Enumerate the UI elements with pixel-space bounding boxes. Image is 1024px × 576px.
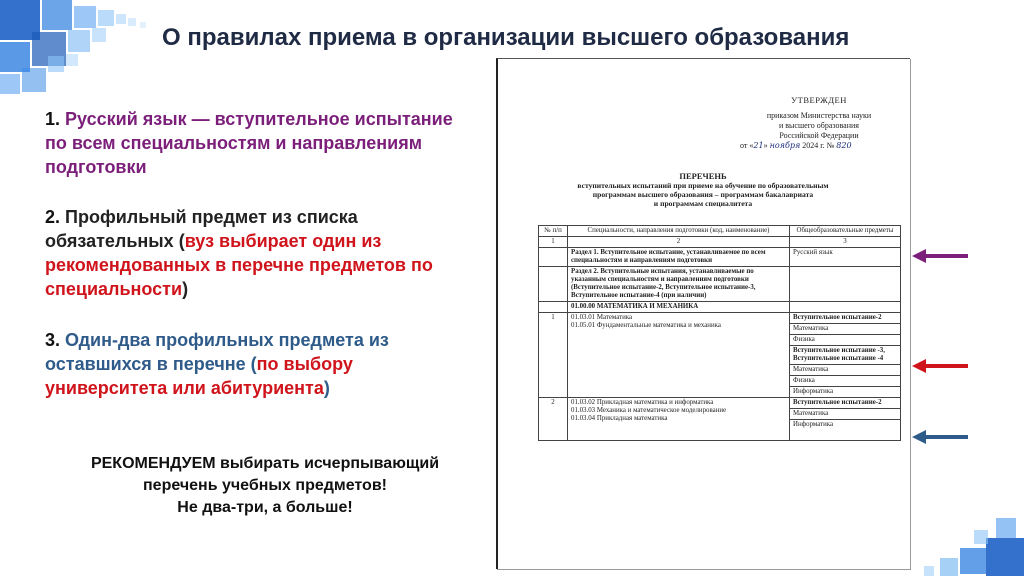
table-cell: Раздел 2. Вступительные испытания, устанавливаемые по указанным специальностям и направлениям подготовки (Вступительное испытание-2, Вступительное испытание-3, Вступительное испытание-4 (при наличии) xyxy=(568,267,790,302)
specialty-item: 01.03.02 Прикладная математика и информатика xyxy=(571,399,714,406)
subject-item: Вступительное испытание-2 xyxy=(790,398,900,409)
table-row xyxy=(539,398,901,441)
corner-pattern-top-left xyxy=(0,0,165,95)
table-column-numbers-row xyxy=(539,237,901,248)
point-number-separator: . xyxy=(55,330,66,350)
list-heading xyxy=(538,172,868,208)
subject-item: Вступительное испытание-2 xyxy=(790,313,900,324)
point-text: Профильный предмет из списка обязательных xyxy=(45,207,358,251)
arrow-left-icon-purple xyxy=(912,248,970,264)
specialty-item: 01.03.03 Механика и математическое моделирование xyxy=(571,407,727,414)
table-cell: 01.00.00 МАТЕМАТИКА И МЕХАНИКА xyxy=(568,302,790,313)
table-row xyxy=(539,313,901,398)
table-cell: Раздел 1. Вступительное испытание, устанавливаемое по всем специальностям и направлениям подготовки xyxy=(568,248,790,267)
paren-close: ) xyxy=(323,378,330,398)
table-cell xyxy=(568,398,790,441)
approval-line: и высшего образования xyxy=(779,121,859,130)
table-header-cell: Специальности, направления подготовки (код, наименование) xyxy=(568,226,790,237)
recommendation-line: Не два-три, а больше! xyxy=(177,499,353,516)
table-cell: 1 xyxy=(539,313,568,398)
table-row xyxy=(539,248,901,267)
point-number: 1 xyxy=(45,109,56,129)
recommendation-line: перечень учебных предметов! xyxy=(143,477,387,494)
recommendation-line: РЕКОМЕНДУЕМ выбирать исчерпывающий xyxy=(90,455,440,472)
specialty-item: 01.05.01 Фундаментальные математика и механика xyxy=(571,322,721,329)
list-description: программам высшего образования – программам бакалавриата xyxy=(592,190,814,199)
point-optional-subjects xyxy=(45,328,465,400)
table-cell xyxy=(539,302,568,313)
point-number: 2 xyxy=(45,207,56,227)
point-profile-subject xyxy=(45,205,465,301)
entrance-exams-table xyxy=(538,225,901,441)
subject-item: Математика xyxy=(790,409,900,420)
table-cell: 3 xyxy=(790,237,901,248)
corner-pattern-bottom-right xyxy=(914,514,1024,576)
list-title: ПЕРЕЧЕНЬ xyxy=(679,171,727,181)
specialty-item: 01.03.01 Математика xyxy=(571,314,633,321)
slide-title: О правилах приема в организации высшего образования xyxy=(162,24,850,51)
paren-open: ( xyxy=(173,231,185,251)
point-number-separator: . xyxy=(55,109,66,129)
table-header-cell: № п/п xyxy=(539,226,568,237)
subject-item: Физика xyxy=(790,376,900,387)
table-cell: 2 xyxy=(539,398,568,441)
approval-date: от «21» ноября 2024 г. № 820 xyxy=(740,141,852,150)
subject-item: Информатика xyxy=(793,388,834,395)
point-highlight: вуз выбирает один из рекомендованных в перечне предметов по специальности xyxy=(45,231,433,299)
table-spacer xyxy=(571,423,786,439)
point-text: Русский язык — вступительное испытание по всем специальностям и направлениям подготовки xyxy=(45,109,453,177)
paren-open: ( xyxy=(245,354,257,374)
subject-item: Математика xyxy=(790,365,900,376)
point-highlight: по выбору университета или абитуриента xyxy=(45,354,353,398)
list-description: и программам специалитета xyxy=(653,199,753,208)
table-cell: 2 xyxy=(568,237,790,248)
table-cell xyxy=(790,398,901,441)
table-cell: Русский язык xyxy=(790,248,901,267)
handwritten-month: ноября xyxy=(769,141,801,150)
table-row xyxy=(539,302,901,313)
table-cell xyxy=(790,267,901,302)
paren-close: ) xyxy=(182,279,189,299)
table-cell xyxy=(790,302,901,313)
arrow-left-icon-red xyxy=(912,358,970,374)
specialty-item: 01.03.04 Прикладная математика xyxy=(571,415,668,422)
table-cell xyxy=(539,267,568,302)
table-cell xyxy=(539,248,568,267)
handwritten-order-number: 820 xyxy=(836,141,852,150)
recommendation-note xyxy=(55,453,475,519)
approval-line: приказом Министерства науки xyxy=(766,111,872,120)
table-cell: 1 xyxy=(539,237,568,248)
approval-line: Российской Федерации xyxy=(779,131,859,140)
point-number: 3 xyxy=(45,330,56,350)
subject-item: Математика xyxy=(790,324,900,335)
table-header-cell: Общеобразовательные предметы xyxy=(790,226,901,237)
table-row xyxy=(539,267,901,302)
handwritten-day: 21 xyxy=(753,141,764,150)
arrow-left-icon-blue xyxy=(912,429,970,445)
table-cell xyxy=(568,313,790,398)
subject-item: Информатика xyxy=(793,421,834,428)
point-russian-language xyxy=(45,107,465,179)
approval-block xyxy=(734,95,904,151)
point-text: Один-два профильных предмета из оставшихся в перечне xyxy=(45,330,389,374)
point-number-separator: . xyxy=(55,207,66,227)
approval-heading: УТВЕРЖДЕН xyxy=(791,95,847,105)
scanned-document xyxy=(496,58,910,569)
subject-item: Вступительное испытание -3, Вступительное испытание -4 xyxy=(790,346,900,365)
table-cell xyxy=(790,313,901,398)
list-description: вступительных испытаний при приеме на обучение по образовательным xyxy=(577,181,829,190)
table-header-row xyxy=(539,226,901,237)
subject-item: Физика xyxy=(790,335,900,346)
